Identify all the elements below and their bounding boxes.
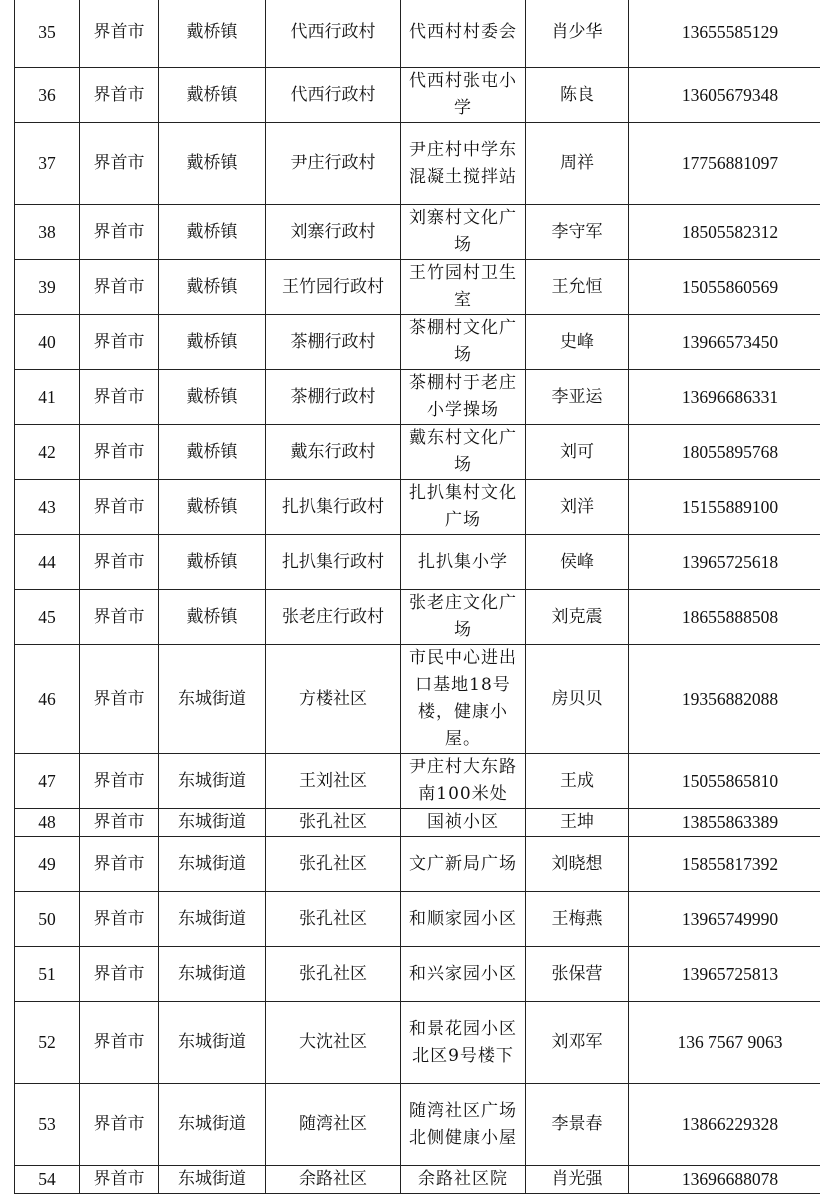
cell-town: 戴桥镇 <box>159 123 266 205</box>
cell-address: 刘寨村文化广场 <box>401 205 526 260</box>
cell-address: 王竹园村卫生室 <box>401 260 526 315</box>
cell-contact-name: 王梅燕 <box>526 892 629 947</box>
cell-number: 48 <box>15 809 80 837</box>
cell-address: 和兴家园小区 <box>401 947 526 1002</box>
cell-village: 代西行政村 <box>266 68 401 123</box>
cell-phone: 13655585129 <box>629 0 820 68</box>
cell-number: 35 <box>15 0 80 68</box>
table-row <box>15 645 820 754</box>
table-row <box>15 260 820 315</box>
cell-town: 戴桥镇 <box>159 68 266 123</box>
table-row <box>15 480 820 535</box>
cell-phone: 13965725813 <box>629 947 820 1002</box>
cell-village: 王竹园行政村 <box>266 260 401 315</box>
cell-city: 界首市 <box>80 425 159 480</box>
cell-contact-name: 李守军 <box>526 205 629 260</box>
cell-contact-name: 王成 <box>526 754 629 809</box>
cell-city: 界首市 <box>80 590 159 645</box>
cell-town: 戴桥镇 <box>159 590 266 645</box>
cell-city: 界首市 <box>80 892 159 947</box>
cell-contact-name: 李亚运 <box>526 370 629 425</box>
cell-phone: 15055860569 <box>629 260 820 315</box>
cell-number: 41 <box>15 370 80 425</box>
table-row <box>15 590 820 645</box>
cell-contact-name: 陈良 <box>526 68 629 123</box>
cell-number: 44 <box>15 535 80 590</box>
cell-number: 54 <box>15 1166 80 1194</box>
cell-contact-name: 侯峰 <box>526 535 629 590</box>
cell-village: 刘寨行政村 <box>266 205 401 260</box>
cell-number: 50 <box>15 892 80 947</box>
cell-city: 界首市 <box>80 0 159 68</box>
cell-contact-name: 王坤 <box>526 809 629 837</box>
cell-village: 王刘社区 <box>266 754 401 809</box>
cell-city: 界首市 <box>80 1002 159 1084</box>
table-row <box>15 754 820 809</box>
cell-contact-name: 刘克震 <box>526 590 629 645</box>
cell-phone: 13866229328 <box>629 1084 820 1166</box>
cell-phone: 15855817392 <box>629 837 820 892</box>
cell-phone: 18505582312 <box>629 205 820 260</box>
cell-city: 界首市 <box>80 837 159 892</box>
cell-village: 扎扒集行政村 <box>266 480 401 535</box>
cell-village: 余路社区 <box>266 1166 401 1194</box>
cell-phone: 13965725618 <box>629 535 820 590</box>
table-row <box>15 809 820 837</box>
cell-address: 扎扒集小学 <box>401 535 526 590</box>
table-row <box>15 1166 820 1194</box>
cell-number: 43 <box>15 480 80 535</box>
cell-address: 尹庄村中学东混凝土搅拌站 <box>401 123 526 205</box>
table-row <box>15 947 820 1002</box>
cell-contact-name: 周祥 <box>526 123 629 205</box>
testing-sites-table <box>14 0 820 1194</box>
cell-number: 37 <box>15 123 80 205</box>
cell-address: 戴东村文化广场 <box>401 425 526 480</box>
cell-town: 戴桥镇 <box>159 205 266 260</box>
table-body <box>15 0 820 1194</box>
cell-address: 张老庄文化广场 <box>401 590 526 645</box>
cell-address: 扎扒集村文化广场 <box>401 480 526 535</box>
cell-phone: 13966573450 <box>629 315 820 370</box>
cell-town: 东城街道 <box>159 809 266 837</box>
cell-town: 东城街道 <box>159 1002 266 1084</box>
cell-city: 界首市 <box>80 480 159 535</box>
table-row <box>15 68 820 123</box>
cell-phone: 19356882088 <box>629 645 820 754</box>
table-row <box>15 837 820 892</box>
cell-contact-name: 张保营 <box>526 947 629 1002</box>
cell-phone: 136 7567 9063 <box>629 1002 820 1084</box>
cell-town: 东城街道 <box>159 1166 266 1194</box>
cell-city: 界首市 <box>80 315 159 370</box>
table-row <box>15 425 820 480</box>
cell-city: 界首市 <box>80 1166 159 1194</box>
table-row <box>15 0 820 68</box>
cell-contact-name: 肖光强 <box>526 1166 629 1194</box>
table-row <box>15 123 820 205</box>
cell-contact-name: 刘可 <box>526 425 629 480</box>
cell-phone: 13605679348 <box>629 68 820 123</box>
cell-number: 49 <box>15 837 80 892</box>
cell-number: 53 <box>15 1084 80 1166</box>
table-row <box>15 205 820 260</box>
cell-contact-name: 王允恒 <box>526 260 629 315</box>
cell-city: 界首市 <box>80 68 159 123</box>
cell-village: 茶棚行政村 <box>266 315 401 370</box>
cell-village: 张孔社区 <box>266 837 401 892</box>
cell-village: 张老庄行政村 <box>266 590 401 645</box>
cell-town: 戴桥镇 <box>159 260 266 315</box>
cell-town: 戴桥镇 <box>159 370 266 425</box>
cell-contact-name: 刘晓想 <box>526 837 629 892</box>
cell-city: 界首市 <box>80 205 159 260</box>
cell-city: 界首市 <box>80 754 159 809</box>
cell-number: 39 <box>15 260 80 315</box>
cell-address: 市民中心进出口基地18号楼，健康小屋。 <box>401 645 526 754</box>
cell-village: 随湾社区 <box>266 1084 401 1166</box>
table-row <box>15 370 820 425</box>
cell-town: 戴桥镇 <box>159 480 266 535</box>
cell-town: 戴桥镇 <box>159 315 266 370</box>
cell-village: 大沈社区 <box>266 1002 401 1084</box>
cell-number: 42 <box>15 425 80 480</box>
cell-city: 界首市 <box>80 535 159 590</box>
cell-village: 茶棚行政村 <box>266 370 401 425</box>
cell-town: 戴桥镇 <box>159 425 266 480</box>
table-row <box>15 535 820 590</box>
cell-address: 代西村张屯小学 <box>401 68 526 123</box>
cell-address: 和景花园小区北区9号楼下 <box>401 1002 526 1084</box>
cell-address: 尹庄村大东路南100米处 <box>401 754 526 809</box>
cell-phone: 18055895768 <box>629 425 820 480</box>
cell-phone: 15055865810 <box>629 754 820 809</box>
cell-number: 47 <box>15 754 80 809</box>
table-row <box>15 1002 820 1084</box>
cell-phone: 15155889100 <box>629 480 820 535</box>
cell-number: 36 <box>15 68 80 123</box>
cell-village: 代西行政村 <box>266 0 401 68</box>
cell-phone: 13696686331 <box>629 370 820 425</box>
cell-contact-name: 史峰 <box>526 315 629 370</box>
cell-city: 界首市 <box>80 947 159 1002</box>
cell-town: 东城街道 <box>159 837 266 892</box>
cell-town: 东城街道 <box>159 754 266 809</box>
cell-village: 方楼社区 <box>266 645 401 754</box>
cell-address: 国祯小区 <box>401 809 526 837</box>
cell-village: 张孔社区 <box>266 809 401 837</box>
cell-number: 45 <box>15 590 80 645</box>
cell-phone: 18655888508 <box>629 590 820 645</box>
cell-number: 40 <box>15 315 80 370</box>
cell-village: 尹庄行政村 <box>266 123 401 205</box>
cell-city: 界首市 <box>80 260 159 315</box>
cell-village: 张孔社区 <box>266 892 401 947</box>
cell-contact-name: 房贝贝 <box>526 645 629 754</box>
cell-town: 东城街道 <box>159 645 266 754</box>
cell-village: 戴东行政村 <box>266 425 401 480</box>
cell-city: 界首市 <box>80 1084 159 1166</box>
cell-number: 52 <box>15 1002 80 1084</box>
cell-number: 46 <box>15 645 80 754</box>
cell-number: 51 <box>15 947 80 1002</box>
table-row <box>15 1084 820 1166</box>
cell-town: 东城街道 <box>159 1084 266 1166</box>
cell-town: 东城街道 <box>159 892 266 947</box>
cell-town: 戴桥镇 <box>159 535 266 590</box>
cell-address: 茶棚村于老庄小学操场 <box>401 370 526 425</box>
table-row <box>15 315 820 370</box>
cell-town: 戴桥镇 <box>159 0 266 68</box>
cell-city: 界首市 <box>80 645 159 754</box>
cell-phone: 13965749990 <box>629 892 820 947</box>
cell-phone: 17756881097 <box>629 123 820 205</box>
cell-address: 文广新局广场 <box>401 837 526 892</box>
cell-village: 张孔社区 <box>266 947 401 1002</box>
cell-phone: 13696688078 <box>629 1166 820 1194</box>
cell-city: 界首市 <box>80 809 159 837</box>
cell-address: 茶棚村文化广场 <box>401 315 526 370</box>
cell-contact-name: 李景春 <box>526 1084 629 1166</box>
cell-address: 随湾社区广场北侧健康小屋 <box>401 1084 526 1166</box>
cell-number: 38 <box>15 205 80 260</box>
cell-phone: 13855863389 <box>629 809 820 837</box>
cell-contact-name: 刘洋 <box>526 480 629 535</box>
cell-town: 东城街道 <box>159 947 266 1002</box>
cell-contact-name: 肖少华 <box>526 0 629 68</box>
cell-village: 扎扒集行政村 <box>266 535 401 590</box>
cell-city: 界首市 <box>80 370 159 425</box>
cell-city: 界首市 <box>80 123 159 205</box>
cell-contact-name: 刘邓军 <box>526 1002 629 1084</box>
cell-address: 余路社区院 <box>401 1166 526 1194</box>
cell-address: 和顺家园小区 <box>401 892 526 947</box>
table-row <box>15 892 820 947</box>
cell-address: 代西村村委会 <box>401 0 526 68</box>
